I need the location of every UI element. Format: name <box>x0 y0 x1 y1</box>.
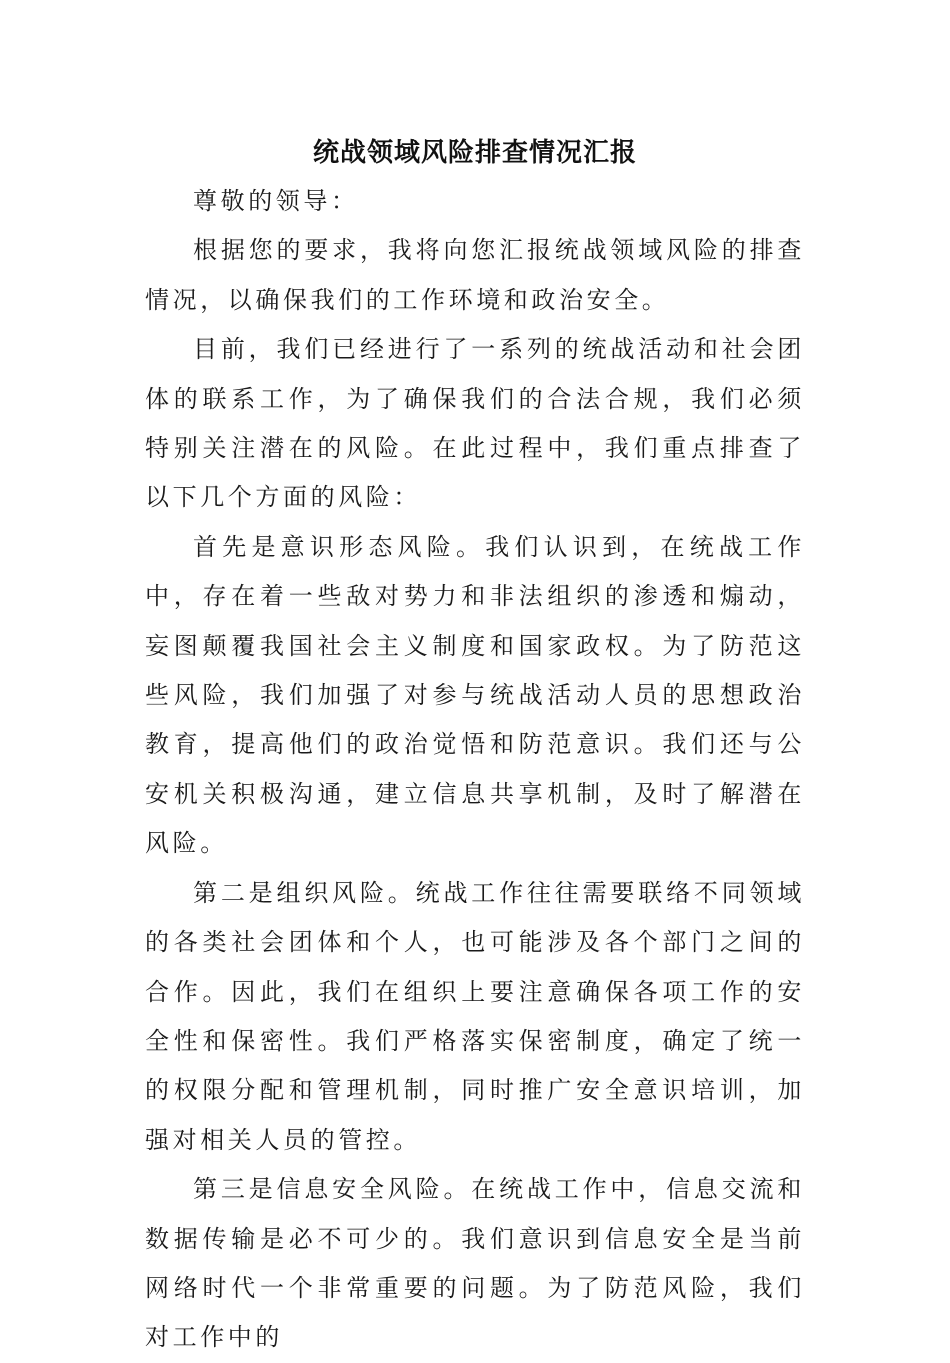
document-title: 统战领域风险排查情况汇报 <box>312 138 637 168</box>
salutation: 尊敬的领导： <box>193 187 359 215</box>
paragraph: 第二是组织风险。统战工作往往需要联络不同领域的各类社会团体和个人，也可能涉及各个部门之间的合作。因此，我们在组织上要注意确保各项工作的安全性和保密性。我们严格落实保密制度，确定了统一的权限分配和管理机制，同时推广安全意识培训，加强对相关人员的管控。 <box>145 878 805 1154</box>
paragraph: 目前，我们已经进行了一系列的统战活动和社会团体的联系工作，为了确保我们的合法合规，我们必须特别关注潜在的风险。在此过程中，我们重点排查了以下几个方面的风险： <box>145 335 805 512</box>
paragraph: 首先是意识形态风险。我们认识到，在统战工作中，存在着一些敌对势力和非法组织的渗透和煽动，妄图颠覆我国社会主义制度和国家政权。为了防范这些风险，我们加强了对参与统战活动人员的思想政治教育，提高他们的政治觉悟和防范意识。我们还与公安机关积极沟通，建立信息共享机制，及时了解潜在风险。 <box>145 532 805 858</box>
paragraph: 第三是信息安全风险。在统战工作中，信息交流和数据传输是必不可少的。我们意识到信息安全是当前网络时代一个非常重要的问题。为了防范风险，我们对工作中的 <box>145 1175 805 1352</box>
document-body <box>145 177 805 1363</box>
paragraph: 根据您的要求，我将向您汇报统战领域风险的排查情况，以确保我们的工作环境和政治安全。 <box>145 236 805 314</box>
